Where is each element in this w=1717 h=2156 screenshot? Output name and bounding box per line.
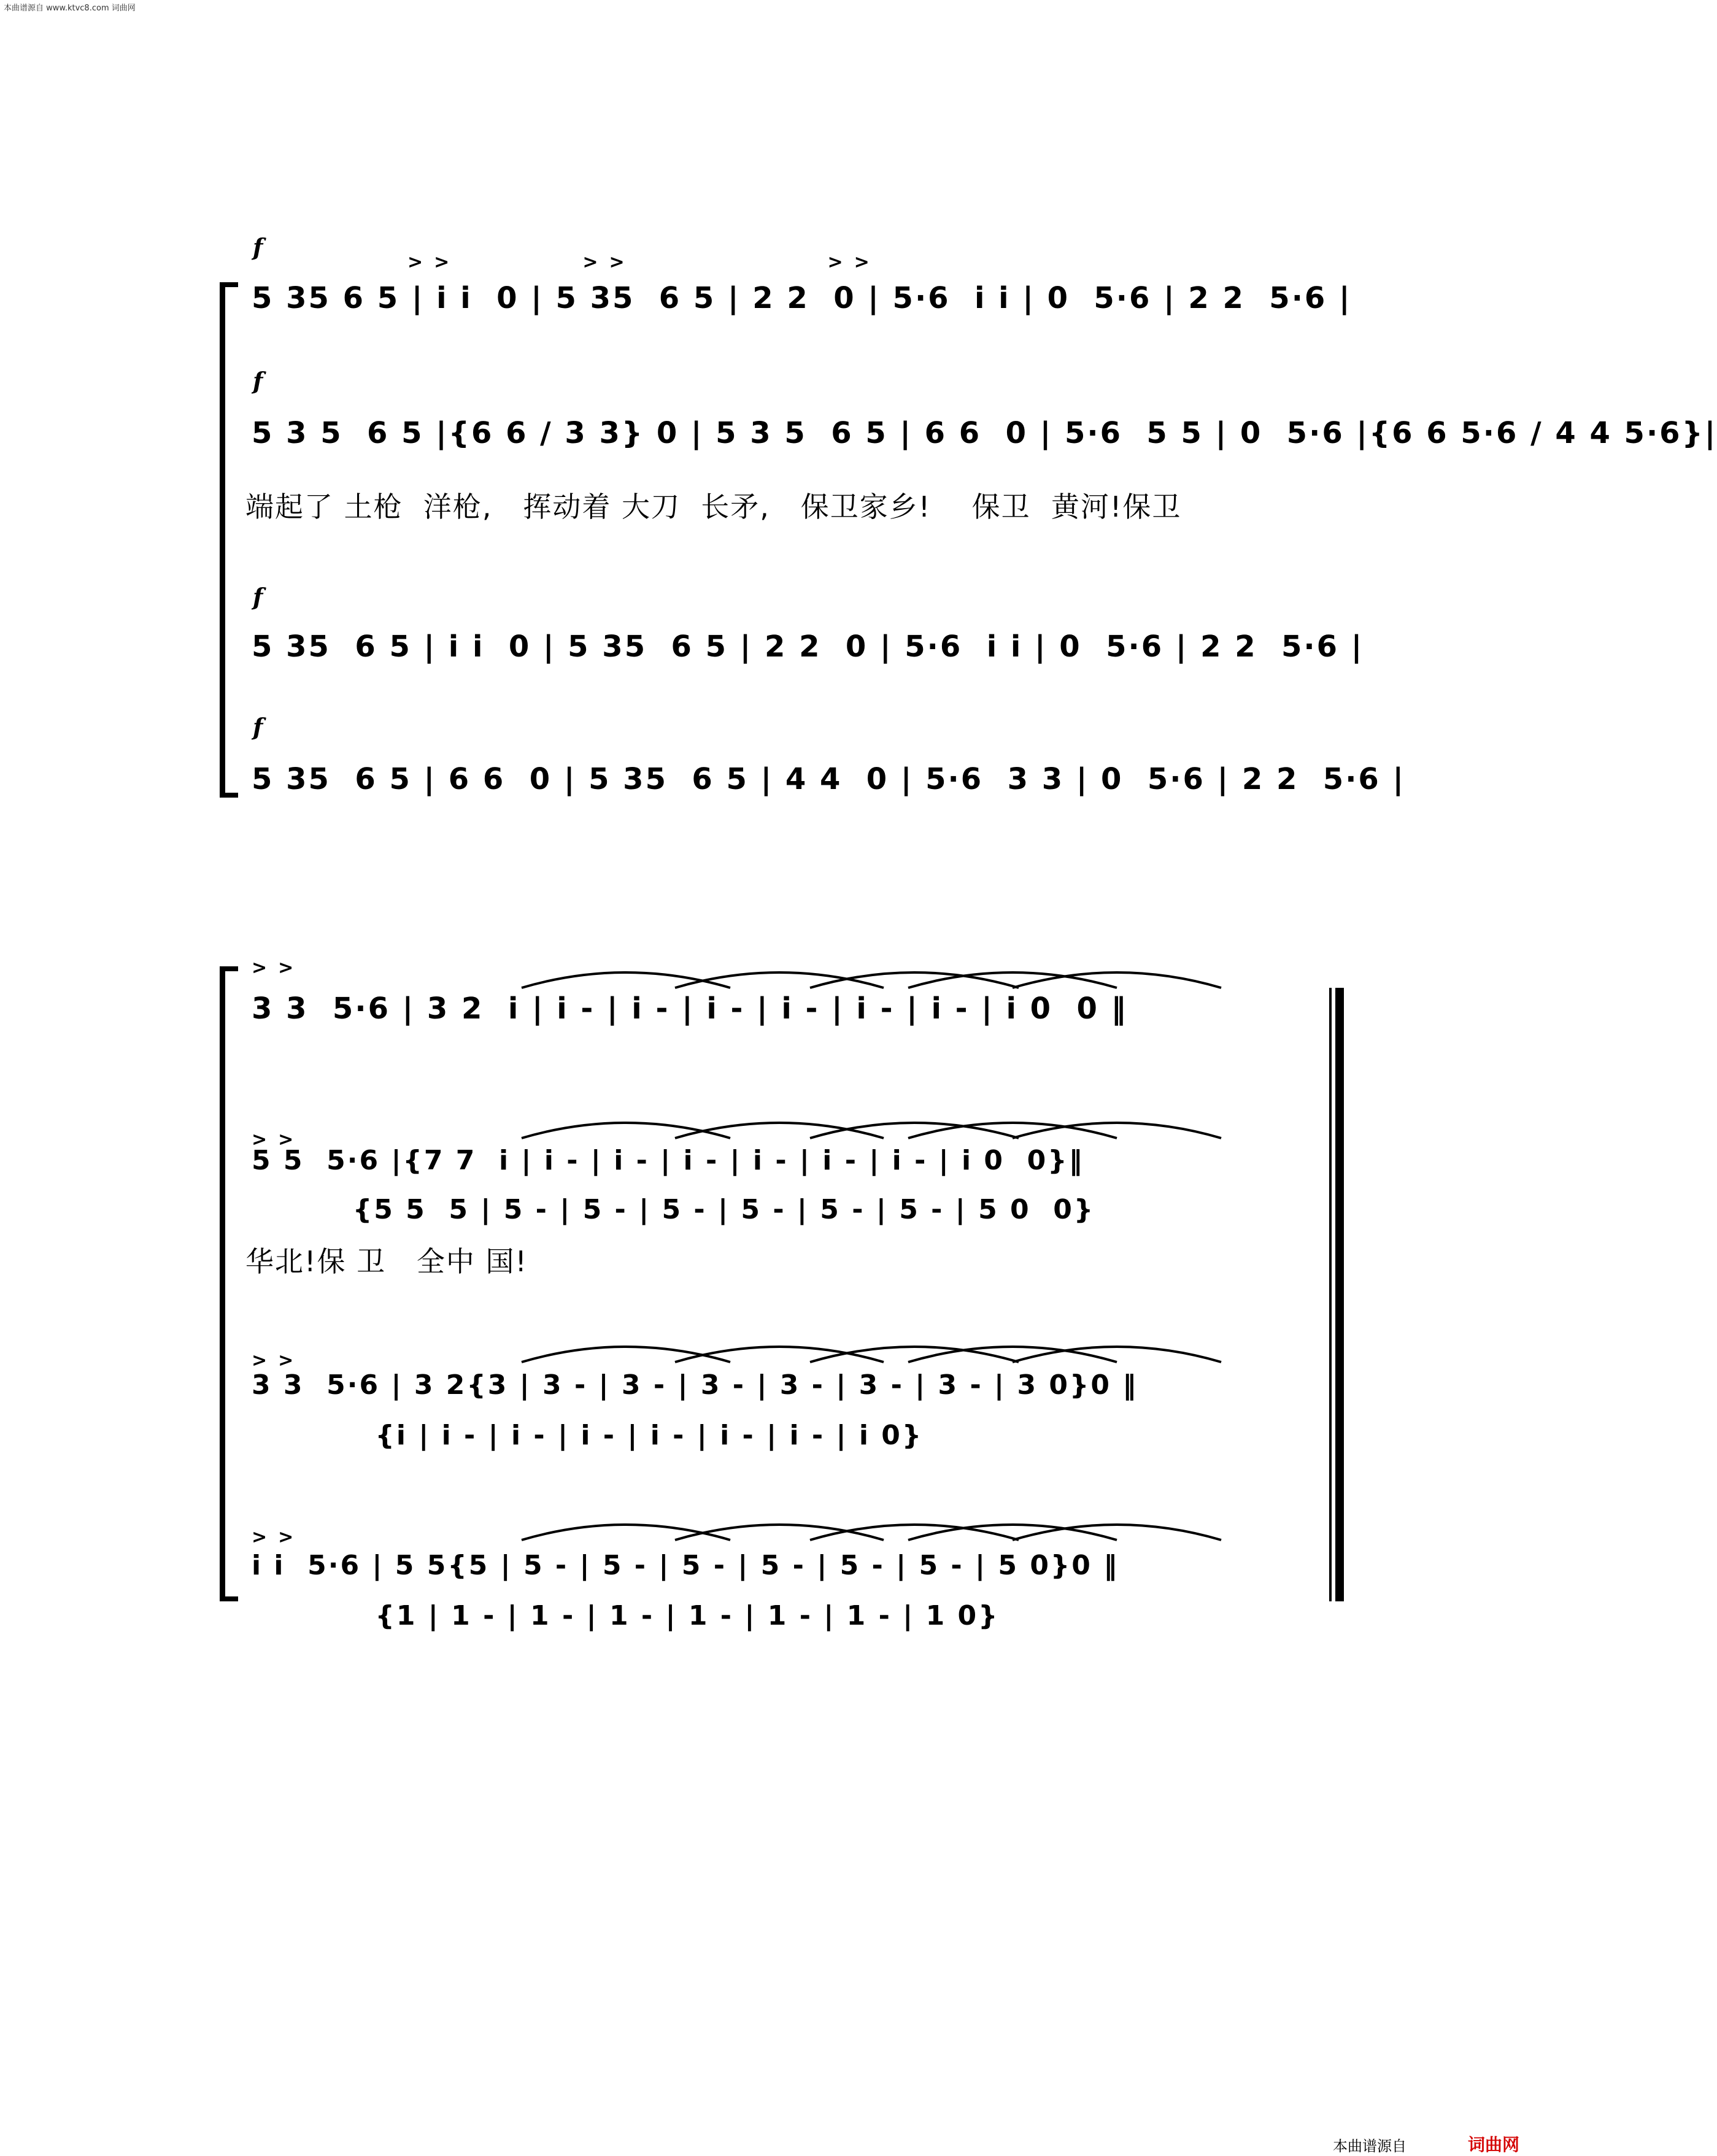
voice3-upper-notes: 3 3 5·6 | 3 2{3 | 3 - | 3 - | 3 - | 3 - | 3 - | 3 - | 3 0}0 ‖ — [252, 1369, 1138, 1401]
dynamic-mark: f — [253, 583, 263, 610]
accent-marks: >> — [252, 1350, 305, 1371]
dynamic-mark: f — [253, 713, 263, 741]
header-watermark: 本曲谱源自 www.ktvc8.com 词曲网 — [4, 4, 136, 13]
accent-marks: >> — [252, 1527, 305, 1548]
voice2-lyrics: 华北!保 卫 全中 国! — [245, 1245, 528, 1278]
voice1-notes: 5 35 6 5 | i i 0 | 5 35 6 5 | 2 2 0 | 5·6 i i | 0 5·6 | 2 2 5·6 | — [252, 281, 1352, 315]
voice3-lower-notes: {i | i - | i - | i - | i - | i - | i - | i 0} — [252, 1420, 924, 1451]
voice2-notes: 5 3 5 6 5 |{6 6 / 3 3} 0 | 5 3 5 6 5 | 6 6 0 | 5·6 5 5 | 0 5·6 |{6 6 5·6 / 4 4 5·6}| — [252, 416, 1717, 450]
voice4-lower-notes: {1 | 1 - | 1 - | 1 - | 1 - | 1 - | 1 - | 1 0} — [252, 1600, 1000, 1631]
dynamic-mark: f — [253, 367, 263, 395]
final-barline-thin — [1329, 988, 1332, 1601]
footer-logo: 词曲网 — [1468, 2135, 1520, 2155]
dynamic-mark: f — [253, 233, 263, 261]
voice2-upper-notes: 5 5 5·6 |{7 7 i | i - | i - | i - | i - | i - | i - | i 0 0}‖ — [252, 1145, 1084, 1176]
voice2-lyrics: 端起了 土枪 洋枪, 挥动着 大刀 长矛, 保卫家乡! 保卫 黄河!保卫 — [245, 490, 1182, 523]
voice4-notes: 5 35 6 5 | 6 6 0 | 5 35 6 5 | 4 4 0 | 5·6 3 3 | 0 5·6 | 2 2 5·6 | — [252, 762, 1406, 796]
accent-marks: >> >> >> — [407, 252, 881, 273]
accent-marks: >> — [252, 1129, 305, 1150]
final-barline — [1335, 988, 1344, 1601]
voice4-upper-notes: i i 5·6 | 5 5{5 | 5 - | 5 - | 5 - | 5 - | 5 - | 5 - | 5 0}0 ‖ — [252, 1550, 1119, 1581]
voice1-notes: 3 3 5·6 | 3 2 i | i - | i - | i - | i - | i - | i - | i 0 0 ‖ — [252, 991, 1128, 1026]
accent-marks: >> — [252, 957, 305, 979]
voice3-notes: 5 35 6 5 | i i 0 | 5 35 6 5 | 2 2 0 | 5·6 i i | 0 5·6 | 2 2 5·6 | — [252, 629, 1364, 664]
voice2-lower-notes: {5 5 5 | 5 - | 5 - | 5 - | 5 - | 5 - | 5 - | 5 0 0} — [252, 1194, 1095, 1225]
footer-source: 本曲谱源自 — [1333, 2138, 1406, 2155]
